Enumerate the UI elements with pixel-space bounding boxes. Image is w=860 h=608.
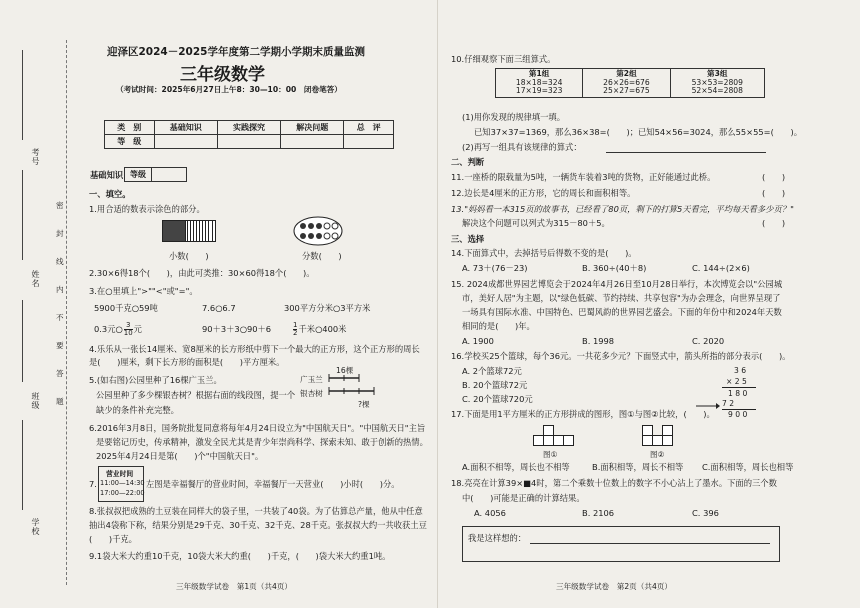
figure-1-label: 图① — [543, 450, 558, 459]
class-label: 班级 — [31, 392, 40, 410]
q10-answer-line[interactable] — [606, 152, 766, 153]
q15-option-b[interactable]: B. 1998 — [582, 336, 615, 346]
basics-grade-label: 等级 — [125, 168, 152, 182]
vertical-calc-line: 1 8 0 — [728, 389, 748, 398]
score-cell[interactable] — [217, 135, 280, 149]
q15-line: 相同的是( )年。 — [462, 321, 535, 331]
q16-option-c[interactable]: C. 20个篮球720元 — [462, 394, 533, 404]
seal-char: 线 — [56, 257, 64, 266]
q7-text: 左图是幸福餐厅的营业时间，幸福餐厅一天营业( )小时( )分。 — [146, 479, 400, 489]
section-choice: 三、选择 — [451, 234, 485, 244]
exam-title: 迎泽区2024－2025学年度第二学期小学期末质量监测 — [107, 46, 365, 58]
diagram-label-b: 银杏树 — [300, 389, 323, 398]
q15-option-c[interactable]: C. 2020 — [692, 336, 725, 346]
q12-answer[interactable]: ( ) — [762, 188, 786, 198]
q1-fraction-label: 分数( ) — [302, 251, 342, 261]
fraction-num: 1 — [293, 321, 298, 329]
fraction — [293, 322, 297, 337]
q18-line: 中( )可能是正确的计算结果。 — [462, 493, 585, 503]
school-line[interactable] — [22, 420, 24, 510]
q3-item: 7.6○6.7 — [202, 303, 236, 313]
q10-group-cell — [496, 69, 583, 98]
q1-oval-figure — [293, 216, 343, 250]
hours-1: 11:00—14:30 — [100, 479, 145, 487]
score-col-practice: 实践探究 — [217, 121, 280, 135]
q5-line: 5.(如右图)公园里种了16棵广玉兰。 — [89, 375, 222, 385]
fraction — [124, 322, 133, 337]
q13-line: 解决这个问题可以列式为315－80＋5。 — [462, 218, 610, 228]
group-line: 52×54=2808 — [691, 86, 743, 96]
q15-line: 市，美好人居"为主题，以"绿色低碳、节约持续、共享包容"为办会理念，向世界呈现了 — [462, 293, 781, 303]
q10-sub1-line: 已知37×37=1369，那么36×38=( )；已知54×56=3024，那么55×55=( )。 — [474, 127, 803, 137]
fraction-num: 3 — [124, 322, 133, 330]
score-col-type: 类 别 — [105, 121, 155, 135]
diagram-question: ?棵 — [358, 400, 370, 409]
hours-2: 17:00—22:00 — [100, 489, 145, 497]
diagram-label-a: 广玉兰 — [300, 375, 323, 384]
q9-text: 9.1袋大米大约重10千克，10袋大米大约重( )千克，( )袋大米大约重1吨。 — [89, 551, 391, 561]
q3-text-part: 0.3元○ — [94, 324, 123, 334]
group-line: 53×53=2809 — [691, 77, 743, 87]
q3-item-fraction — [94, 322, 142, 337]
score-col-basics: 基础知识 — [154, 121, 217, 135]
q3-item: 90＋3＋3○90＋6 — [202, 324, 272, 334]
seal-char: 密 — [56, 201, 64, 210]
vertical-calc-line: 3 6 — [734, 366, 747, 375]
q10-sub1: (1)用你发现的规律填一填。 — [462, 112, 566, 122]
vertical-calc-line: 7 2 — [722, 399, 735, 408]
q16-option-b[interactable]: B. 20个篮球72元 — [462, 380, 528, 390]
section-fill: 一、填空。 — [89, 189, 131, 199]
q3-text-part: 元 — [133, 324, 142, 334]
name-label: 姓名 — [31, 270, 40, 288]
reasoning-box[interactable] — [462, 526, 780, 562]
q11-text: 11.一座桥的限载量为5吨，一辆货车装着3吨的货物，正好能通过此桥。 — [451, 172, 716, 182]
q1-decimal-label: 小数( ) — [169, 251, 209, 261]
q4-line: 4.乐乐从一张长14厘米、宽8厘米的长方形纸中剪下一个最大的正方形，这个正方形的周长 — [89, 344, 420, 354]
score-table — [104, 120, 394, 149]
q15-line: 15. 2024成都世界园艺博览会于2024年4月26日至10月28日举行，本次博览会以"公园城 — [451, 279, 783, 289]
score-cell[interactable] — [154, 135, 217, 149]
q15-option-a[interactable]: A. 1900 — [462, 336, 494, 346]
seal-char: 内 — [56, 285, 64, 294]
group-head: 第3组 — [707, 69, 728, 78]
figure-2-label: 图② — [650, 450, 665, 459]
q18-option-b[interactable]: B. 2106 — [582, 508, 615, 518]
q17-text: 17.下面是用1平方厘米的正方形拼成的图形，图①与图②比较，( )。 — [451, 409, 715, 419]
subject-title: 三年级数学 — [180, 65, 265, 85]
school-label: 学校 — [31, 518, 40, 536]
q7-num: 7. — [89, 479, 97, 489]
q11-answer[interactable]: ( ) — [762, 172, 786, 182]
score-col-total: 总 评 — [344, 121, 394, 135]
q8-line: 8.张叔叔把成熟的土豆装在同样大的袋子里，一共装了40袋。为了估算总产量，他从中任意 — [89, 506, 423, 516]
basics-grade-input[interactable] — [152, 168, 187, 182]
q4-line: 是( )厘米，剩下长方形的面积是( )平方厘米。 — [89, 357, 285, 367]
fraction-den: 10 — [123, 329, 133, 337]
seal-char: 答 — [56, 369, 64, 378]
group-line: 26×26=676 — [603, 77, 650, 87]
seal-char: 要 — [56, 341, 64, 350]
group-line: 17×19=323 — [515, 86, 563, 96]
q12-text: 12.边长是4厘米的正方形，它的周长和面积相等。 — [451, 188, 636, 198]
diagram-top-label: 16棵 — [336, 366, 354, 375]
q3-item: 5900千克○59吨 — [94, 303, 158, 313]
q14-text: 14.下面算式中，去掉括号后得数不变的是( )。 — [451, 248, 637, 258]
hours-title: 营业时间 — [106, 470, 134, 478]
q5-line: 缺少的条件补充完整。 — [96, 405, 179, 415]
score-col-solve: 解决问题 — [281, 121, 344, 135]
q18-option-a[interactable]: A. 4056 — [474, 508, 506, 518]
vertical-calc-rule — [722, 387, 756, 388]
seal-char: 不 — [56, 313, 64, 322]
group-line: 18×18=324 — [515, 77, 563, 87]
seal-char: 题 — [56, 397, 64, 406]
exam-time: （考试时间：2025年6月27日上午8：30—10：00 闭卷笔答） — [116, 85, 342, 94]
seal-line — [66, 40, 67, 585]
q3-item: 300平方分米○3平方米 — [284, 303, 371, 313]
q8-line: 抽出4袋称下称，结果分别是29千克、30千克、32千克、28千克。张叔叔大约一共收获土豆 — [89, 520, 427, 530]
q15-line: 一场具有国际水准、中国特色、巴蜀风韵的世界园艺盛会。下面的年份中和2024年天数 — [462, 307, 782, 317]
fraction-den: 2 — [293, 329, 298, 337]
group-head: 第2组 — [616, 69, 637, 78]
q17-option-b[interactable]: B.面积相等，周长不相等 — [592, 462, 684, 472]
q10-groups-table — [495, 68, 765, 98]
q17-option-c[interactable]: C.面积相等，周长也相等 — [702, 462, 794, 472]
figure-2 — [642, 421, 676, 451]
q18-line: 18.亮亮在计算39×■4时，第二个乘数十位数上的数字不小心沾上了墨水。下面的三个数 — [451, 478, 777, 488]
footer-right: 三年级数学试卷 第2页（共4页） — [556, 582, 672, 591]
q14-option-b[interactable]: B. 360÷(40＋8) — [582, 263, 647, 273]
q16-text: 16.学校买25个篮球，每个36元。一共花多少元？下面竖式中，箭头所指的部分表示( )。 — [451, 351, 791, 361]
q1-bar-figure — [162, 220, 216, 246]
score-cell[interactable] — [344, 135, 394, 149]
q14-option-a[interactable]: A. 73＋(76－23) — [462, 263, 528, 273]
q10-sub2: (2)再写一组具有该规律的算式： — [462, 142, 582, 152]
q6-line: 2025年4月24日是第( )个"中国航天日"。 — [96, 451, 264, 461]
score-row-grade: 等 级 — [105, 135, 155, 149]
q3-item-fraction — [292, 322, 346, 337]
section-judge: 二、判断 — [451, 157, 485, 167]
q5-line: 公园里种了多少棵银杏树？根据右面的线段图，提一个 — [96, 390, 296, 400]
reasoning-label: 我是这样想的： — [468, 533, 527, 543]
name-line[interactable] — [22, 170, 24, 260]
reasoning-line[interactable] — [530, 543, 770, 544]
vertical-calc-line: × 2 5 — [726, 377, 747, 386]
q6-line: 6.2016年3月8日，国务院批复同意将每年4月24日设立为"中国航天日"。"中国航天日"主旨 — [89, 423, 426, 433]
group-line: 25×27=675 — [603, 86, 650, 96]
q17-option-a[interactable]: A.面积不相等，周长也不相等 — [462, 462, 570, 472]
group-head: 第1组 — [528, 69, 550, 78]
class-line[interactable] — [22, 300, 24, 382]
basics-label: 基础知识 — [90, 170, 124, 180]
q16-option-a[interactable]: A. 2个篮球72元 — [462, 366, 522, 376]
q1-text: 1.用合适的数表示涂色的部分。 — [89, 204, 205, 214]
page-fold — [437, 0, 438, 608]
segment-diagram — [328, 372, 378, 404]
q13-answer[interactable]: ( ) — [762, 218, 786, 228]
basics-grade-box — [124, 167, 187, 182]
q18-option-c[interactable]: C. 396 — [692, 508, 719, 518]
kaohao-label: 考号 — [31, 148, 40, 166]
q13-line: 13."妈妈看一本315页的故事书，已经看了80页，剩下的打算5天看完，平均每天看多少页？" — [451, 204, 794, 214]
vertical-calc-line: 9 0 0 — [728, 410, 748, 419]
score-cell[interactable] — [281, 135, 344, 149]
q8-line: ( )千克。 — [89, 534, 137, 544]
q3-text: 3.在○里填上">""<"或"="。 — [89, 286, 198, 296]
q10-group-cell — [583, 69, 670, 98]
q10-group-cell — [670, 69, 764, 98]
kaohao-line[interactable] — [22, 50, 24, 140]
q6-line: 是要铭记历史，传承精神，激发全民尤其是青少年崇尚科学、探索未知、敢于创新的热情。 — [96, 437, 428, 447]
q2-text: 2.30×6得18个( )，由此可类推：30×60得18个( )。 — [89, 268, 315, 278]
figure-1 — [533, 423, 577, 451]
footer-left: 三年级数学试卷 第1页（共4页） — [176, 582, 292, 591]
seal-char: 封 — [56, 229, 64, 238]
q14-option-c[interactable]: C. 144÷(2×6) — [692, 263, 750, 273]
q10-title: 10.仔细观察下面三组算式。 — [451, 54, 556, 64]
q3-text-part: 千米○400米 — [298, 324, 347, 334]
